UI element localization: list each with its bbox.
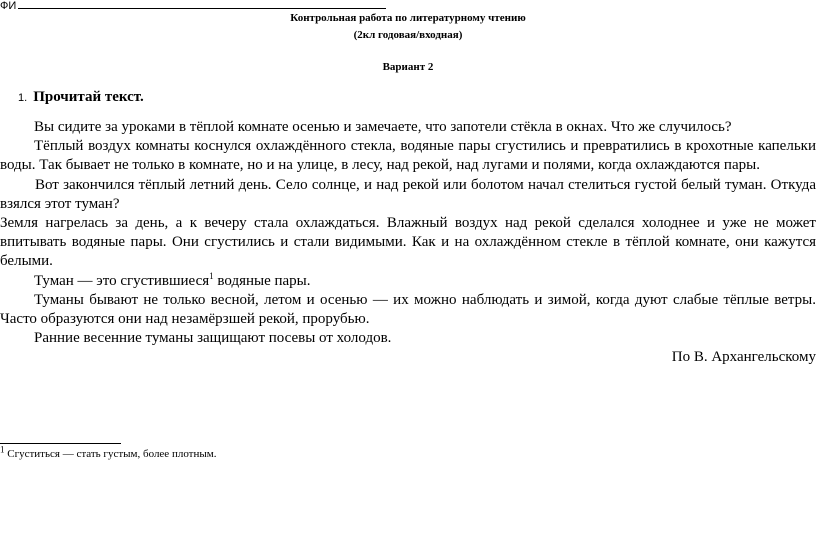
footnote-divider <box>0 443 121 444</box>
paragraph-2: Тёплый воздух комнаты коснулся охлаждённого стекла, водяные пары сгустились и превратились в крохотные капельки воды. Так бывает не только в комнате, но и на улице, в лесу, над рекой, над лугами и полями, когда охлаждаются пары. <box>0 138 816 174</box>
name-field <box>0 0 386 12</box>
paragraph-6: Туманы бывают не только весной, летом и осенью — их можно наблюдать и зимой, когда дуют слабые тёплые ветры. Часто образуются они над незамёрзшей рекой, прорубью. <box>0 291 816 328</box>
author-credit: По В. Архангельскому <box>671 349 816 366</box>
paragraph-3: Вот закончился тёплый летний день. Село солнце, и над рекой или болотом начал стелиться густой белый туман. Откуда взялся этот туман? <box>0 176 816 212</box>
footnote-text: Сгуститься — стать густым, более плотным. <box>4 448 217 460</box>
task-heading <box>18 89 144 106</box>
paragraph-4: Земля нагрелась за день, а к вечеру стала охлаждаться. Влажный воздух над рекой сделался холоднее и уже не может впитывать водяные пары. Они сгустились и стали видимыми. Как и на охлаждённом стекле в тёплой комнате, они кажутся белыми. <box>0 215 816 270</box>
task-number: 1. <box>18 92 28 104</box>
name-blank-line <box>18 0 386 9</box>
name-field-label: ФИ <box>0 0 17 12</box>
footnote <box>0 444 217 460</box>
paragraph-7: Ранние весенние туманы защищают посевы от холодов. <box>34 330 392 347</box>
page-title: Контрольная работа по литературному чтению <box>290 12 526 24</box>
paragraph-1: Вы сидите за уроками в тёплой комнате осенью и замечаете, что запотели стёкла в окнах. Что же случилось? <box>34 119 732 135</box>
paragraph-5-text: Туман — это сгустившиеся <box>34 272 210 289</box>
page-subtitle: (2кл годовая/входная) <box>353 29 463 41</box>
paragraph-5-end: водяные пары. <box>213 272 311 289</box>
variant-label: Вариант 2 <box>382 61 434 73</box>
footnote-ref: 1 <box>209 270 214 281</box>
task-label: Прочитай текст. <box>33 89 144 105</box>
reading-text <box>0 118 816 368</box>
paragraph-5 <box>0 272 816 291</box>
footnote-mark: 1 <box>0 444 5 455</box>
